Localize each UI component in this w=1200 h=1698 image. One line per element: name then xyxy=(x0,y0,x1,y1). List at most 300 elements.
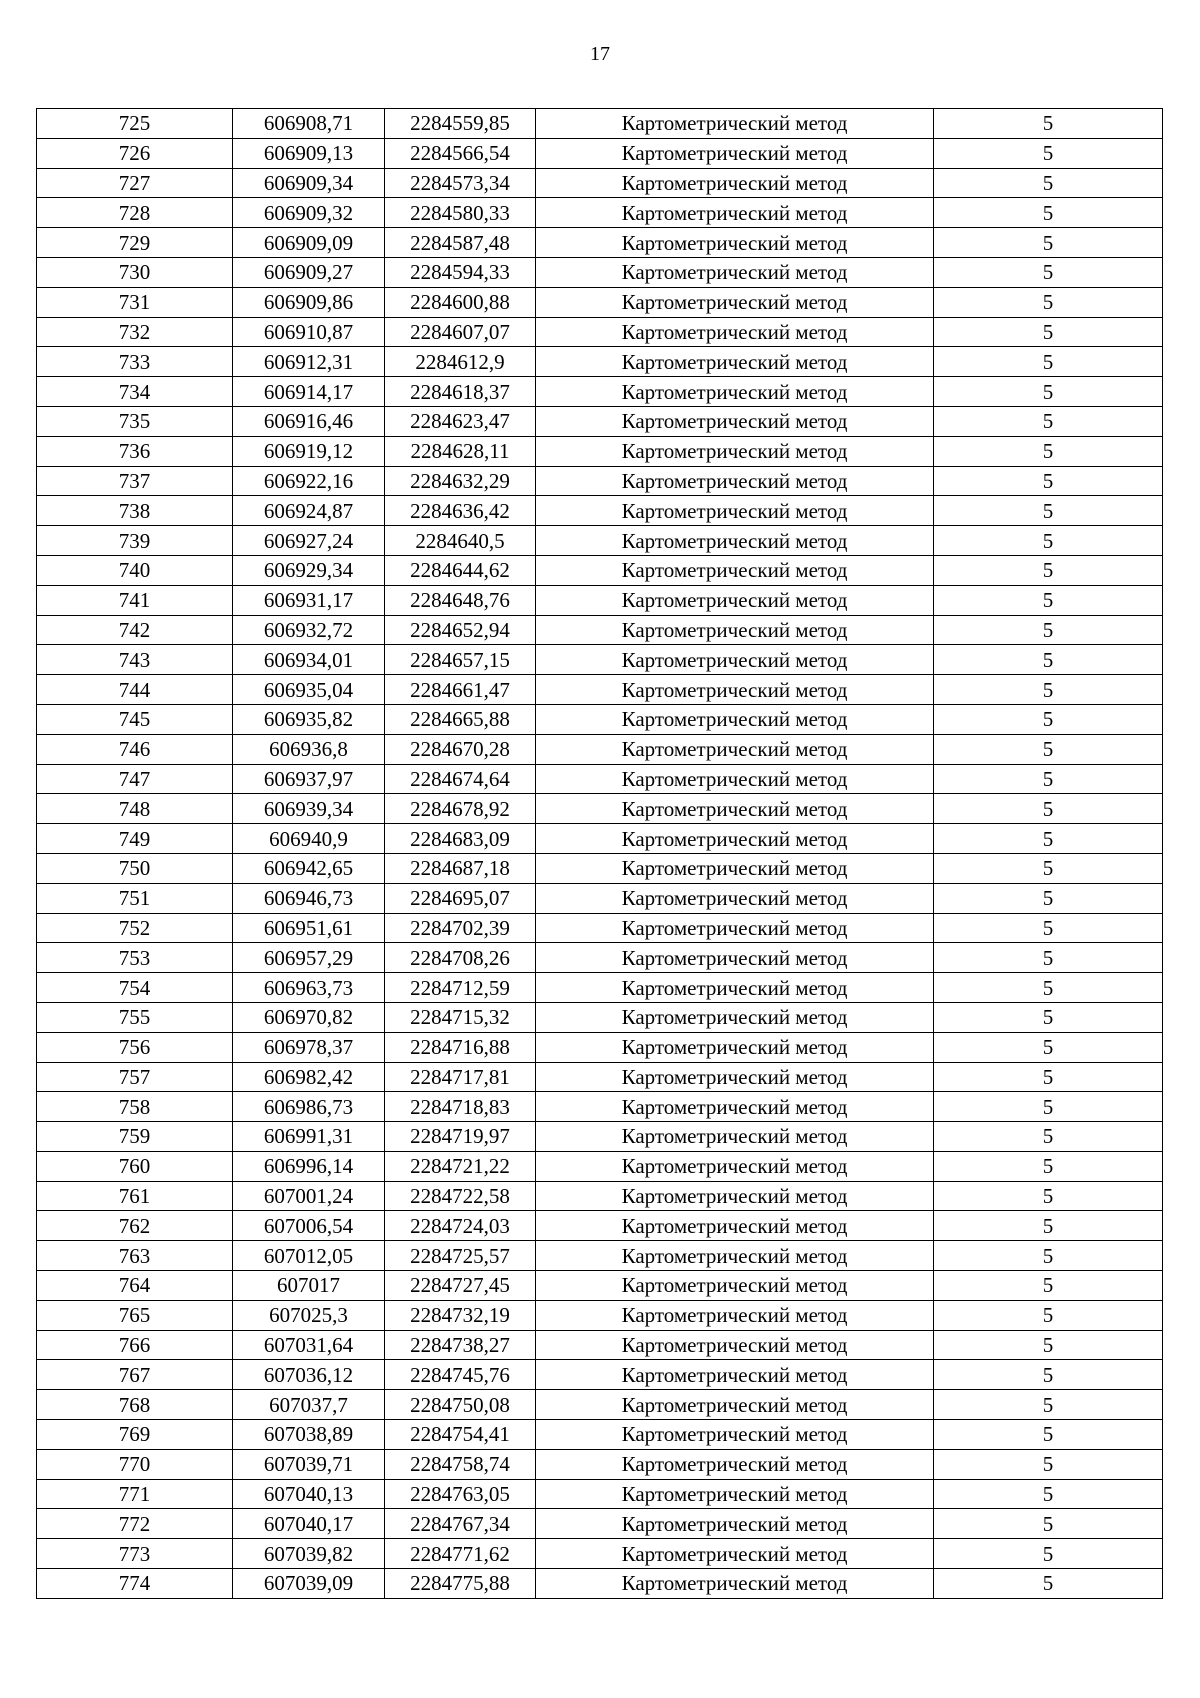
method-cell: Картометрический метод xyxy=(536,1390,934,1420)
x-coordinate-cell: 606963,73 xyxy=(233,973,385,1003)
method-cell: Картометрический метод xyxy=(536,138,934,168)
accuracy-cell: 5 xyxy=(934,406,1163,436)
y-coordinate-cell: 2284724,03 xyxy=(385,1211,536,1241)
accuracy-cell: 5 xyxy=(934,1479,1163,1509)
x-coordinate-cell: 606940,9 xyxy=(233,824,385,854)
method-cell: Картометрический метод xyxy=(536,853,934,883)
accuracy-cell: 5 xyxy=(934,228,1163,258)
point-number-cell: 770 xyxy=(37,1449,233,1479)
accuracy-cell: 5 xyxy=(934,913,1163,943)
x-coordinate-cell: 606909,13 xyxy=(233,138,385,168)
point-number-cell: 726 xyxy=(37,138,233,168)
table-row xyxy=(37,1569,1163,1599)
method-cell: Картометрический метод xyxy=(536,615,934,645)
accuracy-cell: 5 xyxy=(934,496,1163,526)
x-coordinate-cell: 606946,73 xyxy=(233,883,385,913)
method-cell: Картометрический метод xyxy=(536,734,934,764)
table-row xyxy=(37,138,1163,168)
table-row xyxy=(37,317,1163,347)
x-coordinate-cell: 606922,16 xyxy=(233,466,385,496)
accuracy-cell: 5 xyxy=(934,257,1163,287)
accuracy-cell: 5 xyxy=(934,1271,1163,1301)
x-coordinate-cell: 606916,46 xyxy=(233,406,385,436)
table-row xyxy=(37,1122,1163,1152)
x-coordinate-cell: 607036,12 xyxy=(233,1360,385,1390)
accuracy-cell: 5 xyxy=(934,436,1163,466)
accuracy-cell: 5 xyxy=(934,704,1163,734)
table-row xyxy=(37,406,1163,436)
point-number-cell: 771 xyxy=(37,1479,233,1509)
table-row xyxy=(37,168,1163,198)
point-number-cell: 760 xyxy=(37,1151,233,1181)
method-cell: Картометрический метод xyxy=(536,1271,934,1301)
x-coordinate-cell: 606910,87 xyxy=(233,317,385,347)
point-number-cell: 734 xyxy=(37,377,233,407)
x-coordinate-cell: 607006,54 xyxy=(233,1211,385,1241)
method-cell: Картометрический метод xyxy=(536,764,934,794)
x-coordinate-cell: 606942,65 xyxy=(233,853,385,883)
point-number-cell: 731 xyxy=(37,287,233,317)
table-row xyxy=(37,526,1163,556)
point-number-cell: 762 xyxy=(37,1211,233,1241)
y-coordinate-cell: 2284644,62 xyxy=(385,555,536,585)
x-coordinate-cell: 606937,97 xyxy=(233,764,385,794)
y-coordinate-cell: 2284670,28 xyxy=(385,734,536,764)
page-number: 17 xyxy=(590,43,610,65)
table-row xyxy=(37,615,1163,645)
y-coordinate-cell: 2284678,92 xyxy=(385,794,536,824)
y-coordinate-cell: 2284738,27 xyxy=(385,1330,536,1360)
table-row xyxy=(37,675,1163,705)
table-row xyxy=(37,1151,1163,1181)
x-coordinate-cell: 606939,34 xyxy=(233,794,385,824)
x-coordinate-cell: 606909,32 xyxy=(233,198,385,228)
table-row xyxy=(37,1330,1163,1360)
x-coordinate-cell: 606957,29 xyxy=(233,943,385,973)
table-row xyxy=(37,585,1163,615)
y-coordinate-cell: 2284767,34 xyxy=(385,1509,536,1539)
y-coordinate-cell: 2284712,59 xyxy=(385,973,536,1003)
x-coordinate-cell: 607039,09 xyxy=(233,1569,385,1599)
y-coordinate-cell: 2284665,88 xyxy=(385,704,536,734)
y-coordinate-cell: 2284636,42 xyxy=(385,496,536,526)
y-coordinate-cell: 2284763,05 xyxy=(385,1479,536,1509)
x-coordinate-cell: 606912,31 xyxy=(233,347,385,377)
y-coordinate-cell: 2284718,83 xyxy=(385,1092,536,1122)
method-cell: Картометрический метод xyxy=(536,406,934,436)
point-number-cell: 738 xyxy=(37,496,233,526)
point-number-cell: 773 xyxy=(37,1539,233,1569)
accuracy-cell: 5 xyxy=(934,645,1163,675)
y-coordinate-cell: 2284559,85 xyxy=(385,109,536,139)
method-cell: Картометрический метод xyxy=(536,1509,934,1539)
accuracy-cell: 5 xyxy=(934,973,1163,1003)
method-cell: Картометрический метод xyxy=(536,257,934,287)
method-cell: Картометрический метод xyxy=(536,883,934,913)
accuracy-cell: 5 xyxy=(934,615,1163,645)
point-number-cell: 729 xyxy=(37,228,233,258)
y-coordinate-cell: 2284632,29 xyxy=(385,466,536,496)
y-coordinate-cell: 2284661,47 xyxy=(385,675,536,705)
x-coordinate-cell: 606935,04 xyxy=(233,675,385,705)
method-cell: Картометрический метод xyxy=(536,1151,934,1181)
table-row xyxy=(37,1181,1163,1211)
x-coordinate-cell: 606991,31 xyxy=(233,1122,385,1152)
method-cell: Картометрический метод xyxy=(536,1479,934,1509)
method-cell: Картометрический метод xyxy=(536,1420,934,1450)
accuracy-cell: 5 xyxy=(934,1509,1163,1539)
y-coordinate-cell: 2284640,5 xyxy=(385,526,536,556)
accuracy-cell: 5 xyxy=(934,675,1163,705)
point-number-cell: 763 xyxy=(37,1241,233,1271)
y-coordinate-cell: 2284771,62 xyxy=(385,1539,536,1569)
x-coordinate-cell: 606931,17 xyxy=(233,585,385,615)
y-coordinate-cell: 2284716,88 xyxy=(385,1032,536,1062)
method-cell: Картометрический метод xyxy=(536,913,934,943)
accuracy-cell: 5 xyxy=(934,1092,1163,1122)
point-number-cell: 753 xyxy=(37,943,233,973)
table-row xyxy=(37,943,1163,973)
point-number-cell: 733 xyxy=(37,347,233,377)
x-coordinate-cell: 606909,34 xyxy=(233,168,385,198)
accuracy-cell: 5 xyxy=(934,198,1163,228)
table-row xyxy=(37,883,1163,913)
method-cell: Картометрический метод xyxy=(536,1569,934,1599)
method-cell: Картометрический метод xyxy=(536,377,934,407)
x-coordinate-cell: 606935,82 xyxy=(233,704,385,734)
coordinates-table xyxy=(36,108,1163,1599)
point-number-cell: 736 xyxy=(37,436,233,466)
table-row xyxy=(37,466,1163,496)
method-cell: Картометрический метод xyxy=(536,704,934,734)
x-coordinate-cell: 606909,86 xyxy=(233,287,385,317)
accuracy-cell: 5 xyxy=(934,466,1163,496)
y-coordinate-cell: 2284754,41 xyxy=(385,1420,536,1450)
accuracy-cell: 5 xyxy=(934,734,1163,764)
table-row xyxy=(37,1032,1163,1062)
x-coordinate-cell: 607038,89 xyxy=(233,1420,385,1450)
accuracy-cell: 5 xyxy=(934,1449,1163,1479)
point-number-cell: 745 xyxy=(37,704,233,734)
method-cell: Картометрический метод xyxy=(536,1122,934,1152)
y-coordinate-cell: 2284683,09 xyxy=(385,824,536,854)
table-row xyxy=(37,228,1163,258)
point-number-cell: 737 xyxy=(37,466,233,496)
accuracy-cell: 5 xyxy=(934,764,1163,794)
x-coordinate-cell: 606996,14 xyxy=(233,1151,385,1181)
accuracy-cell: 5 xyxy=(934,347,1163,377)
point-number-cell: 769 xyxy=(37,1420,233,1450)
y-coordinate-cell: 2284695,07 xyxy=(385,883,536,913)
x-coordinate-cell: 607039,82 xyxy=(233,1539,385,1569)
method-cell: Картометрический метод xyxy=(536,317,934,347)
method-cell: Картометрический метод xyxy=(536,436,934,466)
y-coordinate-cell: 2284607,07 xyxy=(385,317,536,347)
y-coordinate-cell: 2284628,11 xyxy=(385,436,536,466)
y-coordinate-cell: 2284687,18 xyxy=(385,853,536,883)
y-coordinate-cell: 2284715,32 xyxy=(385,1002,536,1032)
method-cell: Картометрический метод xyxy=(536,675,934,705)
method-cell: Картометрический метод xyxy=(536,824,934,854)
table-row xyxy=(37,704,1163,734)
point-number-cell: 740 xyxy=(37,555,233,585)
accuracy-cell: 5 xyxy=(934,168,1163,198)
table-row xyxy=(37,1092,1163,1122)
y-coordinate-cell: 2284727,45 xyxy=(385,1271,536,1301)
y-coordinate-cell: 2284573,34 xyxy=(385,168,536,198)
table-row xyxy=(37,1271,1163,1301)
x-coordinate-cell: 606951,61 xyxy=(233,913,385,943)
method-cell: Картометрический метод xyxy=(536,1539,934,1569)
y-coordinate-cell: 2284652,94 xyxy=(385,615,536,645)
accuracy-cell: 5 xyxy=(934,1330,1163,1360)
accuracy-cell: 5 xyxy=(934,1122,1163,1152)
point-number-cell: 755 xyxy=(37,1002,233,1032)
x-coordinate-cell: 606936,8 xyxy=(233,734,385,764)
x-coordinate-cell: 607039,71 xyxy=(233,1449,385,1479)
accuracy-cell: 5 xyxy=(934,853,1163,883)
point-number-cell: 749 xyxy=(37,824,233,854)
y-coordinate-cell: 2284758,74 xyxy=(385,1449,536,1479)
point-number-cell: 739 xyxy=(37,526,233,556)
table-row xyxy=(37,1300,1163,1330)
method-cell: Картометрический метод xyxy=(536,287,934,317)
accuracy-cell: 5 xyxy=(934,1300,1163,1330)
method-cell: Картометрический метод xyxy=(536,1181,934,1211)
point-number-cell: 735 xyxy=(37,406,233,436)
y-coordinate-cell: 2284717,81 xyxy=(385,1062,536,1092)
y-coordinate-cell: 2284612,9 xyxy=(385,347,536,377)
method-cell: Картометрический метод xyxy=(536,645,934,675)
method-cell: Картометрический метод xyxy=(536,1449,934,1479)
method-cell: Картометрический метод xyxy=(536,228,934,258)
x-coordinate-cell: 606934,01 xyxy=(233,645,385,675)
table-row xyxy=(37,1420,1163,1450)
x-coordinate-cell: 606914,17 xyxy=(233,377,385,407)
accuracy-cell: 5 xyxy=(934,138,1163,168)
x-coordinate-cell: 606909,09 xyxy=(233,228,385,258)
table-row xyxy=(37,109,1163,139)
y-coordinate-cell: 2284618,37 xyxy=(385,377,536,407)
point-number-cell: 750 xyxy=(37,853,233,883)
table-row xyxy=(37,496,1163,526)
table-row xyxy=(37,824,1163,854)
method-cell: Картометрический метод xyxy=(536,973,934,1003)
y-coordinate-cell: 2284587,48 xyxy=(385,228,536,258)
x-coordinate-cell: 606978,37 xyxy=(233,1032,385,1062)
accuracy-cell: 5 xyxy=(934,1211,1163,1241)
accuracy-cell: 5 xyxy=(934,585,1163,615)
point-number-cell: 759 xyxy=(37,1122,233,1152)
accuracy-cell: 5 xyxy=(934,287,1163,317)
method-cell: Картометрический метод xyxy=(536,1032,934,1062)
y-coordinate-cell: 2284719,97 xyxy=(385,1122,536,1152)
y-coordinate-cell: 2284702,39 xyxy=(385,913,536,943)
y-coordinate-cell: 2284580,33 xyxy=(385,198,536,228)
method-cell: Картометрический метод xyxy=(536,496,934,526)
table-row xyxy=(37,1539,1163,1569)
point-number-cell: 741 xyxy=(37,585,233,615)
accuracy-cell: 5 xyxy=(934,377,1163,407)
table-row xyxy=(37,853,1163,883)
method-cell: Картометрический метод xyxy=(536,168,934,198)
point-number-cell: 754 xyxy=(37,973,233,1003)
y-coordinate-cell: 2284745,76 xyxy=(385,1360,536,1390)
accuracy-cell: 5 xyxy=(934,1151,1163,1181)
method-cell: Картометрический метод xyxy=(536,1092,934,1122)
point-number-cell: 761 xyxy=(37,1181,233,1211)
y-coordinate-cell: 2284657,15 xyxy=(385,645,536,675)
table-row xyxy=(37,973,1163,1003)
method-cell: Картометрический метод xyxy=(536,1330,934,1360)
table-row xyxy=(37,913,1163,943)
accuracy-cell: 5 xyxy=(934,883,1163,913)
accuracy-cell: 5 xyxy=(934,1062,1163,1092)
method-cell: Картометрический метод xyxy=(536,1360,934,1390)
accuracy-cell: 5 xyxy=(934,109,1163,139)
point-number-cell: 767 xyxy=(37,1360,233,1390)
x-coordinate-cell: 606932,72 xyxy=(233,615,385,645)
y-coordinate-cell: 2284722,58 xyxy=(385,1181,536,1211)
x-coordinate-cell: 606970,82 xyxy=(233,1002,385,1032)
accuracy-cell: 5 xyxy=(934,1569,1163,1599)
accuracy-cell: 5 xyxy=(934,1181,1163,1211)
x-coordinate-cell: 607040,17 xyxy=(233,1509,385,1539)
method-cell: Картометрический метод xyxy=(536,585,934,615)
point-number-cell: 772 xyxy=(37,1509,233,1539)
x-coordinate-cell: 606924,87 xyxy=(233,496,385,526)
table-row xyxy=(37,198,1163,228)
y-coordinate-cell: 2284566,54 xyxy=(385,138,536,168)
x-coordinate-cell: 607012,05 xyxy=(233,1241,385,1271)
accuracy-cell: 5 xyxy=(934,317,1163,347)
point-number-cell: 752 xyxy=(37,913,233,943)
accuracy-cell: 5 xyxy=(934,1420,1163,1450)
x-coordinate-cell: 606927,24 xyxy=(233,526,385,556)
y-coordinate-cell: 2284708,26 xyxy=(385,943,536,973)
table-row xyxy=(37,734,1163,764)
accuracy-cell: 5 xyxy=(934,1390,1163,1420)
table-row xyxy=(37,436,1163,466)
point-number-cell: 748 xyxy=(37,794,233,824)
method-cell: Картометрический метод xyxy=(536,1211,934,1241)
table-row xyxy=(37,1390,1163,1420)
x-coordinate-cell: 607031,64 xyxy=(233,1330,385,1360)
accuracy-cell: 5 xyxy=(934,1241,1163,1271)
x-coordinate-cell: 606982,42 xyxy=(233,1062,385,1092)
table-row xyxy=(37,1479,1163,1509)
table-row xyxy=(37,1360,1163,1390)
point-number-cell: 764 xyxy=(37,1271,233,1301)
x-coordinate-cell: 607017 xyxy=(233,1271,385,1301)
point-number-cell: 765 xyxy=(37,1300,233,1330)
x-coordinate-cell: 606929,34 xyxy=(233,555,385,585)
table-row xyxy=(37,764,1163,794)
point-number-cell: 742 xyxy=(37,615,233,645)
table-row xyxy=(37,555,1163,585)
x-coordinate-cell: 607001,24 xyxy=(233,1181,385,1211)
point-number-cell: 746 xyxy=(37,734,233,764)
accuracy-cell: 5 xyxy=(934,824,1163,854)
x-coordinate-cell: 606909,27 xyxy=(233,257,385,287)
accuracy-cell: 5 xyxy=(934,526,1163,556)
point-number-cell: 756 xyxy=(37,1032,233,1062)
accuracy-cell: 5 xyxy=(934,943,1163,973)
table-row xyxy=(37,1062,1163,1092)
x-coordinate-cell: 607025,3 xyxy=(233,1300,385,1330)
table-row xyxy=(37,287,1163,317)
table-row xyxy=(37,377,1163,407)
x-coordinate-cell: 606908,71 xyxy=(233,109,385,139)
method-cell: Картометрический метод xyxy=(536,1241,934,1271)
y-coordinate-cell: 2284725,57 xyxy=(385,1241,536,1271)
table-row xyxy=(37,1002,1163,1032)
method-cell: Картометрический метод xyxy=(536,1062,934,1092)
point-number-cell: 743 xyxy=(37,645,233,675)
y-coordinate-cell: 2284775,88 xyxy=(385,1569,536,1599)
y-coordinate-cell: 2284674,64 xyxy=(385,764,536,794)
table-row xyxy=(37,1241,1163,1271)
accuracy-cell: 5 xyxy=(934,794,1163,824)
y-coordinate-cell: 2284623,47 xyxy=(385,406,536,436)
point-number-cell: 757 xyxy=(37,1062,233,1092)
point-number-cell: 751 xyxy=(37,883,233,913)
method-cell: Картометрический метод xyxy=(536,943,934,973)
y-coordinate-cell: 2284594,33 xyxy=(385,257,536,287)
method-cell: Картометрический метод xyxy=(536,466,934,496)
method-cell: Картометрический метод xyxy=(536,1002,934,1032)
accuracy-cell: 5 xyxy=(934,1539,1163,1569)
table-row xyxy=(37,1509,1163,1539)
table-row xyxy=(37,794,1163,824)
point-number-cell: 732 xyxy=(37,317,233,347)
accuracy-cell: 5 xyxy=(934,1002,1163,1032)
point-number-cell: 744 xyxy=(37,675,233,705)
method-cell: Картометрический метод xyxy=(536,347,934,377)
accuracy-cell: 5 xyxy=(934,1360,1163,1390)
table-row xyxy=(37,347,1163,377)
point-number-cell: 727 xyxy=(37,168,233,198)
method-cell: Картометрический метод xyxy=(536,526,934,556)
y-coordinate-cell: 2284750,08 xyxy=(385,1390,536,1420)
point-number-cell: 774 xyxy=(37,1569,233,1599)
y-coordinate-cell: 2284721,22 xyxy=(385,1151,536,1181)
point-number-cell: 758 xyxy=(37,1092,233,1122)
method-cell: Картометрический метод xyxy=(536,109,934,139)
accuracy-cell: 5 xyxy=(934,1032,1163,1062)
y-coordinate-cell: 2284732,19 xyxy=(385,1300,536,1330)
coordinates-table-body xyxy=(37,109,1163,1599)
method-cell: Картометрический метод xyxy=(536,794,934,824)
point-number-cell: 766 xyxy=(37,1330,233,1360)
x-coordinate-cell: 606986,73 xyxy=(233,1092,385,1122)
table-row xyxy=(37,257,1163,287)
point-number-cell: 768 xyxy=(37,1390,233,1420)
y-coordinate-cell: 2284648,76 xyxy=(385,585,536,615)
x-coordinate-cell: 606919,12 xyxy=(233,436,385,466)
x-coordinate-cell: 607040,13 xyxy=(233,1479,385,1509)
method-cell: Картометрический метод xyxy=(536,198,934,228)
point-number-cell: 725 xyxy=(37,109,233,139)
point-number-cell: 730 xyxy=(37,257,233,287)
method-cell: Картометрический метод xyxy=(536,555,934,585)
method-cell: Картометрический метод xyxy=(536,1300,934,1330)
table-row xyxy=(37,1449,1163,1479)
accuracy-cell: 5 xyxy=(934,555,1163,585)
table-row xyxy=(37,645,1163,675)
y-coordinate-cell: 2284600,88 xyxy=(385,287,536,317)
x-coordinate-cell: 607037,7 xyxy=(233,1390,385,1420)
